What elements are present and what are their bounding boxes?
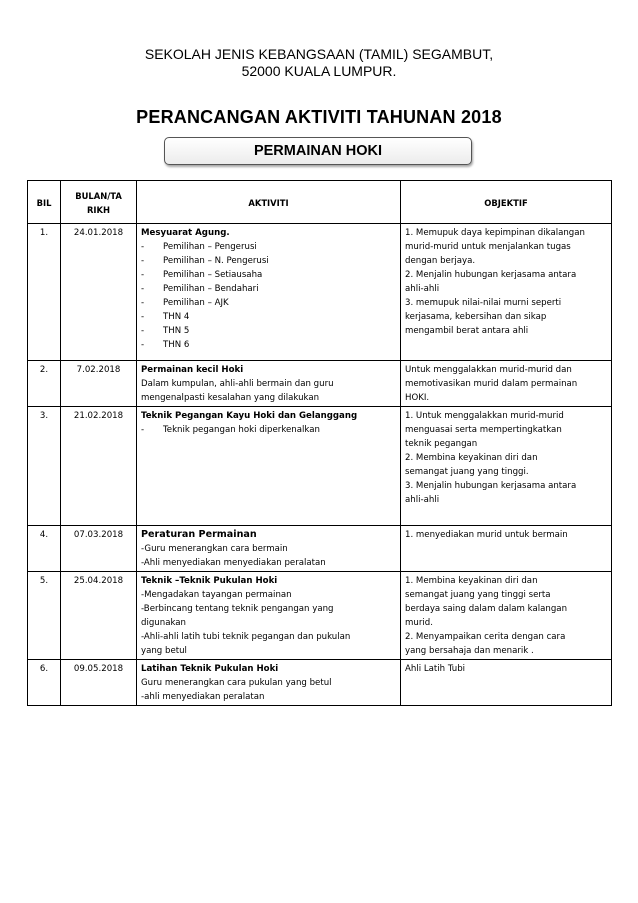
objective-line: Untuk menggalakkan murid-murid dan	[405, 365, 572, 375]
table-row	[28, 526, 612, 572]
activity-banner: PERMAINAN HOKI	[164, 137, 472, 165]
objective-line: 2. Menyampaikan cerita dengan cara	[405, 632, 566, 642]
dash-bullet: -	[141, 284, 145, 294]
header-activity: AKTIVITI	[137, 181, 401, 224]
activity-title: Mesyuarat Agung.	[141, 228, 230, 238]
row-objective	[401, 526, 612, 572]
activity-line: -Mengadakan tayangan permainan	[141, 590, 292, 600]
activity-item	[141, 296, 396, 310]
objective-line: 1. Untuk menggalakkan murid-murid	[405, 411, 564, 421]
objective-line: 1. Membina keyakinan diri dan	[405, 576, 538, 586]
objective-line: memotivasikan murid dalam permainan	[405, 379, 578, 389]
activity-item-text: Pemilihan – N. Pengerusi	[163, 256, 269, 266]
activity-item-text: Pemilihan – Pengerusi	[163, 242, 257, 252]
activity-item-text: THN 5	[163, 326, 190, 336]
activity-item	[141, 338, 396, 352]
row-objective	[401, 407, 612, 526]
row-activity	[137, 526, 401, 572]
row-activity	[137, 224, 401, 361]
table-row	[28, 407, 612, 526]
objective-line: Ahli Latih Tubi	[405, 664, 466, 674]
activity-item	[141, 240, 396, 254]
dash-bullet: -	[141, 326, 145, 336]
objective-line: 3. Menjalin hubungan kerjasama antara	[405, 481, 577, 491]
activity-item-text: Pemilihan – AJK	[163, 298, 229, 308]
school-name-line1: SEKOLAH JENIS KEBANGSAAN (TAMIL) SEGAMBUT,	[144, 46, 494, 62]
activity-item-text: Pemilihan – Bendahari	[163, 284, 259, 294]
activity-title: Peraturan Permainan	[141, 529, 257, 540]
dash-bullet: -	[141, 270, 145, 280]
activity-plan-table	[27, 180, 612, 706]
school-address-line: 52000 KUALA LUMPUR.	[241, 63, 397, 79]
row-date: 21.02.2018	[61, 407, 137, 526]
dash-bullet: -	[141, 340, 145, 350]
objective-line: semangat juang yang tinggi.	[405, 467, 529, 477]
activity-item	[141, 423, 396, 437]
activity-title: Permainan kecil Hoki	[141, 365, 244, 375]
activity-item	[141, 268, 396, 282]
objective-line: 3. memupuk nilai-nilai murni seperti	[405, 298, 562, 308]
objective-line: 1. Memupuk daya kepimpinan dikalangan	[405, 228, 585, 238]
activity-line: mengenalpasti kesalahan yang dilakukan	[141, 393, 320, 403]
row-bil: 4.	[28, 526, 61, 572]
activity-item-text: THN 4	[163, 312, 190, 322]
activity-line: -Ahli menyediakan menyediakan peralatan	[141, 558, 326, 568]
objective-line: mengambil berat antara ahli	[405, 326, 529, 336]
row-bil: 6.	[28, 660, 61, 706]
activity-line: -ahli menyediakan peralatan	[141, 692, 265, 702]
table-row	[28, 224, 612, 361]
activity-item-text: Teknik pegangan hoki diperkenalkan	[163, 425, 320, 435]
activity-line: -Guru menerangkan cara bermain	[141, 544, 288, 554]
activity-line: yang betul	[141, 646, 187, 656]
dash-bullet: -	[141, 312, 145, 322]
objective-line: ahli-ahli	[405, 495, 440, 505]
activity-line: digunakan	[141, 618, 186, 628]
activity-title: Teknik –Teknik Pukulan Hoki	[141, 576, 278, 586]
objective-line: 2. Menjalin hubungan kerjasama antara	[405, 270, 577, 280]
table-row	[28, 572, 612, 660]
dash-bullet: -	[141, 256, 145, 266]
objective-line: berdaya saing dalam dalam kalangan	[405, 604, 568, 614]
table-header-row	[28, 181, 612, 224]
header-date	[61, 181, 137, 224]
row-objective	[401, 660, 612, 706]
activity-line: -Berbincang tentang teknik pengangan yang	[141, 604, 334, 614]
row-activity	[137, 660, 401, 706]
row-bil: 1.	[28, 224, 61, 361]
row-bil: 2.	[28, 361, 61, 407]
objective-line: semangat juang yang tinggi serta	[405, 590, 551, 600]
objective-line: menguasai serta mempertingkatkan	[405, 425, 562, 435]
objective-line: 2. Membina keyakinan diri dan	[405, 453, 538, 463]
row-objective	[401, 361, 612, 407]
header-date-line2: RIKH	[86, 204, 111, 215]
activity-item-text: THN 6	[163, 340, 190, 350]
activity-line: Guru menerangkan cara pukulan yang betul	[141, 678, 332, 688]
table-row	[28, 361, 612, 407]
objective-line: yang bersahaja dan menarik .	[405, 646, 534, 656]
activity-item	[141, 310, 396, 324]
row-activity	[137, 407, 401, 526]
activity-item-text: Pemilihan – Setiausaha	[163, 270, 263, 280]
table-body	[28, 224, 612, 706]
row-activity	[137, 572, 401, 660]
objective-line: murid.	[405, 618, 433, 628]
activity-title: Teknik Pegangan Kayu Hoki dan Gelanggang	[141, 411, 358, 421]
activity-title: Latihan Teknik Pukulan Hoki	[141, 664, 279, 674]
table-row	[28, 660, 612, 706]
header-date-line1: BULAN/TA	[75, 190, 122, 201]
header-objective: OBJEKTIF	[401, 181, 612, 224]
activity-item	[141, 324, 396, 338]
row-objective	[401, 224, 612, 361]
dash-bullet: -	[141, 242, 145, 252]
activity-line: -Ahli-ahli latih tubi teknik pegangan dan pukulan	[141, 632, 351, 642]
row-activity	[137, 361, 401, 407]
dash-bullet: -	[141, 425, 145, 435]
objective-line: ahli-ahli	[405, 284, 440, 294]
activity-line: Dalam kumpulan, ahli-ahli bermain dan guru	[141, 379, 334, 389]
activity-item	[141, 282, 396, 296]
objective-line: teknik pegangan	[405, 439, 478, 449]
activity-item	[141, 254, 396, 268]
header-bil: BIL	[28, 181, 61, 224]
row-bil: 3.	[28, 407, 61, 526]
row-objective	[401, 572, 612, 660]
objective-line: 1. menyediakan murid untuk bermain	[405, 530, 568, 540]
dash-bullet: -	[141, 298, 145, 308]
objective-line: murid-murid untuk menjalankan tugas	[405, 242, 571, 252]
row-date: 07.03.2018	[61, 526, 137, 572]
objective-line: kerjasama, kebersihan dan sikap	[405, 312, 547, 322]
school-name	[0, 46, 638, 80]
row-bil: 5.	[28, 572, 61, 660]
objective-line: HOKI.	[405, 393, 430, 403]
row-date: 09.05.2018	[61, 660, 137, 706]
row-date: 24.01.2018	[61, 224, 137, 361]
row-date: 25.04.2018	[61, 572, 137, 660]
document-title: PERANCANGAN AKTIVITI TAHUNAN 2018	[136, 107, 502, 127]
objective-line: dengan berjaya.	[405, 256, 476, 266]
row-date: 7.02.2018	[61, 361, 137, 407]
